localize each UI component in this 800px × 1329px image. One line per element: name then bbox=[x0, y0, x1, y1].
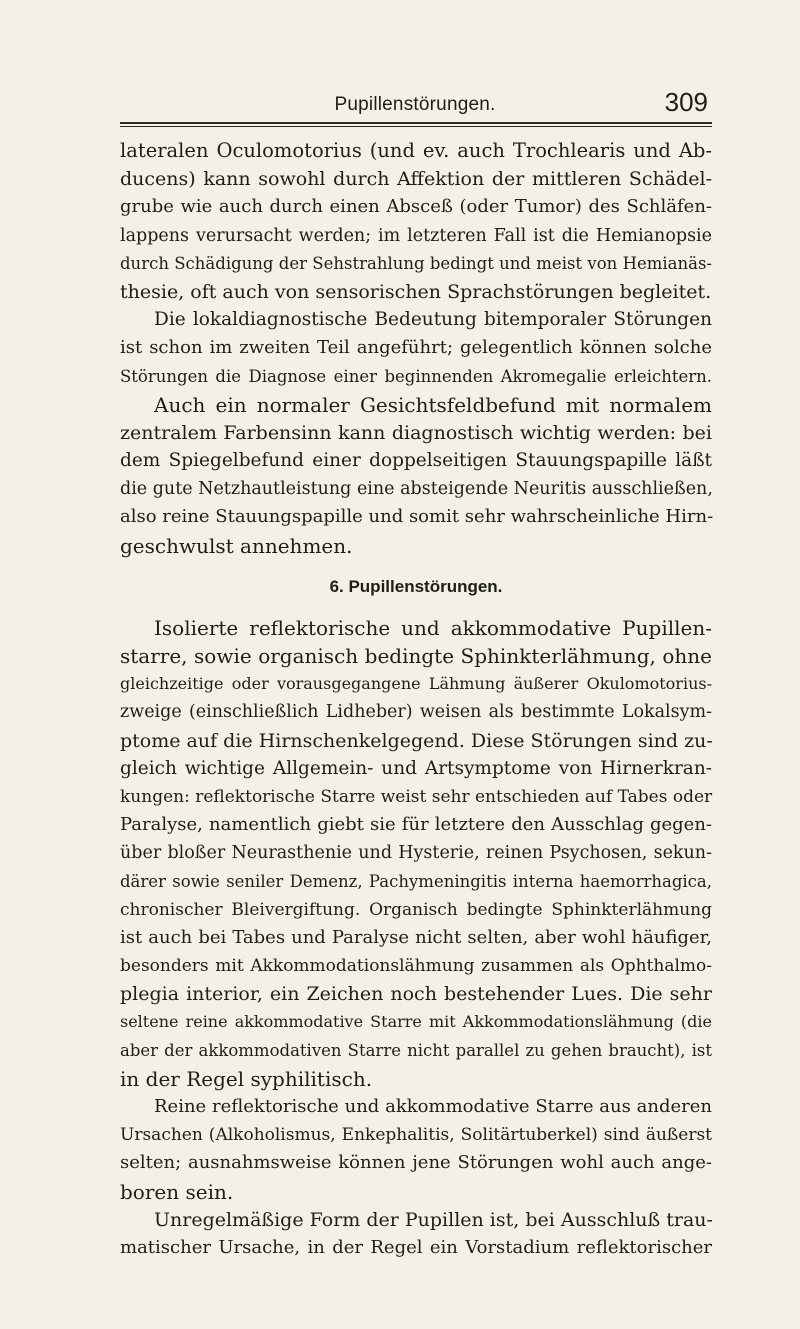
text-line: gleichzeitige oder vorausgegangene Lähmung äußerer Okulomotorius- bbox=[120, 674, 712, 694]
header-rule bbox=[120, 122, 712, 124]
text-line: Störungen die Diagnose einer beginnenden Akromegalie erleichtern. bbox=[120, 366, 712, 386]
text-line: Isolierte reflektorische und akkommodative Pupillen- bbox=[154, 615, 712, 640]
text-line: besonders mit Akkommodationslähmung zusammen als Ophthalmo- bbox=[120, 956, 712, 977]
text-line: grube wie auch durch einen Absceß (oder Tumor) des Schläfen- bbox=[120, 196, 712, 218]
text-line: dem Spiegelbefund einer doppelseitigen Stauungspapille läßt bbox=[120, 450, 712, 472]
text-line: durch Schädigung der Sehstrahlung bedingt und meist von Hemianäs- bbox=[120, 253, 712, 273]
text-line: lappens verursacht werden; im letzteren Fall ist die Hemianopsie bbox=[120, 225, 712, 246]
section-heading: 6. Pupillenstörungen. bbox=[329, 576, 503, 596]
page-number: 309 bbox=[664, 87, 708, 117]
text-line: selten; ausnahmsweise können jene Störungen wohl auch ange- bbox=[120, 1152, 712, 1174]
text-line: lateralen Oculomotorius (und ev. auch Trochlearis und Ab- bbox=[120, 139, 712, 162]
text-line: Paralyse, namentlich giebt sie für letztere den Ausschlag gegen- bbox=[120, 814, 712, 836]
running-head bbox=[120, 86, 710, 126]
text-line: gleich wichtige Allgemein- und Artsymptome von Hirnerkran- bbox=[120, 757, 712, 779]
text-line: ptome auf die Hirnschenkelgegend. Diese Störungen sind zu- bbox=[120, 729, 713, 752]
text-line: die gute Netzhautleistung eine absteigende Neuritis ausschließen, bbox=[120, 479, 713, 500]
text-line: chronischer Bleivergiftung. Organisch bedingte Sphinkterlähmung bbox=[120, 899, 712, 920]
text-line: aber der akkommodativen Starre nicht parallel zu gehen braucht), ist bbox=[120, 1040, 712, 1060]
text-line: ducens) kann sowohl durch Affektion der mittleren Schädel- bbox=[120, 168, 712, 191]
text-line: plegia interior, ein Zeichen noch bestehender Lues. Die sehr bbox=[120, 983, 712, 1006]
text-line: seltene reine akkommodative Starre mit Akkommodationslähmung (die bbox=[120, 1012, 712, 1032]
text-line: thesie, oft auch von sensorischen Sprachstörungen begleitet. bbox=[120, 280, 712, 303]
text-line: geschwulst annehmen. bbox=[120, 533, 353, 558]
text-line: Ursachen (Alkoholismus, Enkephalitis, Solitärtuberkel) sind äußerst bbox=[120, 1125, 712, 1146]
text-line: zweige (einschließlich Lidheber) weisen als bestimmte Lokalsym- bbox=[120, 702, 712, 723]
text-line: in der Regel syphilitisch. bbox=[120, 1066, 373, 1091]
body-text bbox=[120, 137, 712, 1262]
text-line: matischer Ursache, in der Regel ein Vorstadium reflektorischer bbox=[120, 1236, 712, 1258]
running-title: Pupillenstörungen. bbox=[334, 94, 496, 115]
text-line: also reine Stauungspapille und somit sehr wahrscheinliche Hirn- bbox=[120, 506, 714, 528]
text-line: starre, sowie organisch bedingte Sphinkterlähmung, ohne bbox=[120, 644, 712, 668]
paragraph bbox=[120, 1093, 712, 1206]
text-line: zentralem Farbensinn kann diagnostisch wichtig werden: bei bbox=[120, 421, 712, 444]
paragraph bbox=[120, 137, 712, 306]
header-rule-thin bbox=[120, 126, 712, 127]
paragraph bbox=[120, 391, 712, 560]
text-line: Reine reflektorische und akkommodative Starre aus anderen bbox=[154, 1096, 712, 1117]
paragraph bbox=[120, 614, 712, 1093]
text-line: über bloßer Neurasthenie und Hysterie, reinen Psychosen, sekun- bbox=[120, 843, 712, 864]
text-line: Auch ein normaler Gesichtsfeldbefund mit normalem bbox=[154, 392, 712, 417]
text-line: Unregelmäßige Form der Pupillen ist, bei Ausschluß trau- bbox=[154, 1208, 713, 1231]
text-line: ist auch bei Tabes und Paralyse nicht selten, aber wohl häufiger, bbox=[120, 926, 712, 948]
paragraph bbox=[120, 1206, 712, 1262]
paragraph bbox=[120, 306, 712, 391]
text-line: ist schon im zweiten Teil angeführt; gelegentlich können solche bbox=[120, 337, 712, 359]
text-line: Die lokaldiagnostische Bedeutung bitemporaler Störungen bbox=[154, 309, 712, 331]
text-line: boren sein. bbox=[120, 1179, 234, 1204]
text-line: därer sowie seniler Demenz, Pachymeningitis interna haemorrhagica, bbox=[120, 871, 712, 891]
text-line: kungen: reflektorische Starre weist sehr entschieden auf Tabes oder bbox=[120, 786, 713, 807]
